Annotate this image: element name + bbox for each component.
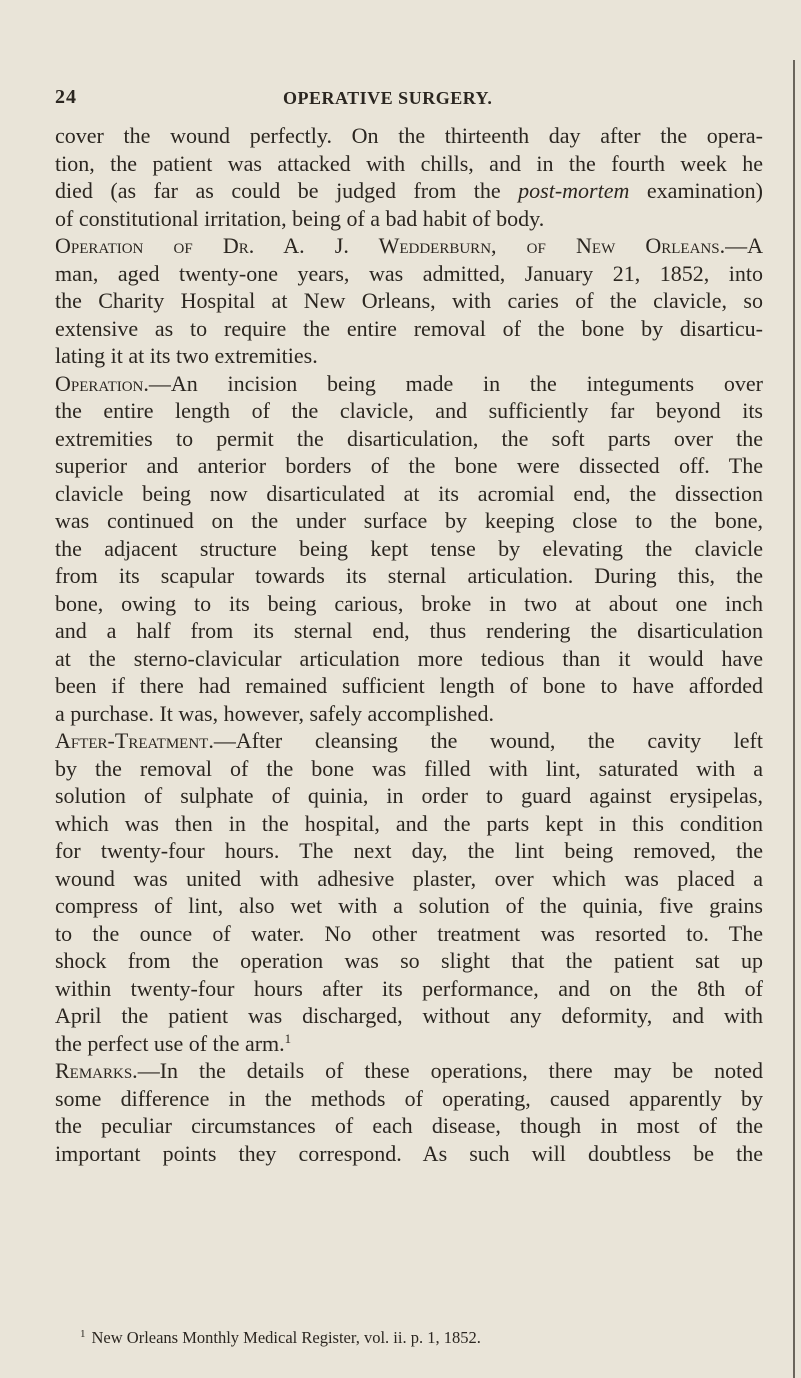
text-line: Remarks.—In the details of these operations, there may be noted [55,1058,763,1083]
text-line: April the patient was discharged, without any deformity, and with [55,1003,763,1028]
text-line: superior and anterior borders of the bone were dissected off. The [55,453,763,478]
section-heading: Operation. [55,370,149,396]
text-line: which was then in the hospital, and the parts kept in this condition [55,810,763,836]
footnote [80,1328,760,1348]
section-heading: Remarks. [55,1058,138,1083]
footnote-mark: 1 [80,1328,86,1340]
text-line: lating it at its two extremities. [55,343,318,368]
running-head: OPERATIVE SURGERY. [283,88,493,108]
text-line: clavicle being now disarticulated at its acromial end, the dissection [55,480,763,506]
text-line: was continued on the under surface by keeping close to the bone, [55,508,763,533]
body-text [55,122,763,1167]
text-line: the entire length of the clavicle, and sufficiently far beyond its [55,398,763,423]
text-line: bone, owing to its being carious, broke in two at about one inch [55,590,763,616]
footnote-text: New Orleans Monthly Medical Register, vol. ii. p. 1, 1852. [91,1328,481,1347]
text-line: from its scapular towards its sternal articulation. During this, the [55,563,763,588]
text-line: died (as far as could be judged from the post-mortem examination) [55,178,763,203]
text-line: and a half from its sternal end, thus rendering the disarticulation [55,618,763,643]
page-edge-line [793,60,795,1378]
text-line: Operation of Dr. A. J. Wedderburn, of New Orleans.—A [55,233,763,258]
text-line: solution of sulphate of quinia, in order to guard against erysipelas, [55,783,763,808]
italic-term: post-mortem [518,178,630,203]
text-line: the peculiar circumstances of each disease, though in most of the [55,1113,763,1138]
text-line: tion, the patient was attacked with chills, and in the fourth week he [55,150,763,176]
text-line: cover the wound perfectly. On the thirteenth day after the opera- [55,123,763,148]
text-line: shock from the operation was so slight that the patient sat up [55,948,763,973]
page-number: 24 [55,86,77,108]
text-line: compress of lint, also wet with a solution of the quinia, five grains [55,893,763,918]
text-line: Operation.—An incision being made in the integuments over [55,370,763,396]
text-line: important points they correspond. As such will doubtless be the [55,1140,763,1166]
text-line: After-Treatment.—After cleansing the wound, the cavity left [55,728,763,753]
text-line: the perfect use of the arm.$^1$ [55,1030,292,1056]
footnote-reference[interactable]: 1 [284,1030,292,1046]
section-heading: Operation of Dr. A. J. Wedderburn, of New Orleans. [55,233,726,258]
section-heading: After-Treatment. [55,728,214,753]
text-line: been if there had remained sufficient length of bone to have afforded [55,673,763,698]
text-line: a purchase. It was, however, safely accomplished. [55,700,494,726]
text-line: man, aged twenty-one years, was admitted, January 21, 1852, into [55,260,763,286]
text-line: some difference in the methods of operating, caused apparently by [55,1085,763,1111]
text-line: wound was united with adhesive plaster, over which was placed a [55,865,763,891]
page-header [55,86,755,110]
text-line: extremities to permit the disarticulation, the soft parts over the [55,425,763,451]
text-line: extensive as to require the entire removal of the bone by disarticu- [55,315,763,341]
text-line: of constitutional irritation, being of a bad habit of body. [55,205,545,231]
text-line: within twenty-four hours after its performance, and on the 8th of [55,975,763,1001]
text-line: to the ounce of water. No other treatment was resorted to. The [55,920,763,946]
text-line: at the sterno-clavicular articulation more tedious than it would have [55,645,763,671]
text-line: the Charity Hospital at New Orleans, with caries of the clavicle, so [55,288,763,313]
text-line: for twenty-four hours. The next day, the lint being removed, the [55,838,763,863]
text-line: by the removal of the bone was filled with lint, saturated with a [55,755,763,781]
text-line: the adjacent structure being kept tense by elevating the clavicle [55,535,763,561]
